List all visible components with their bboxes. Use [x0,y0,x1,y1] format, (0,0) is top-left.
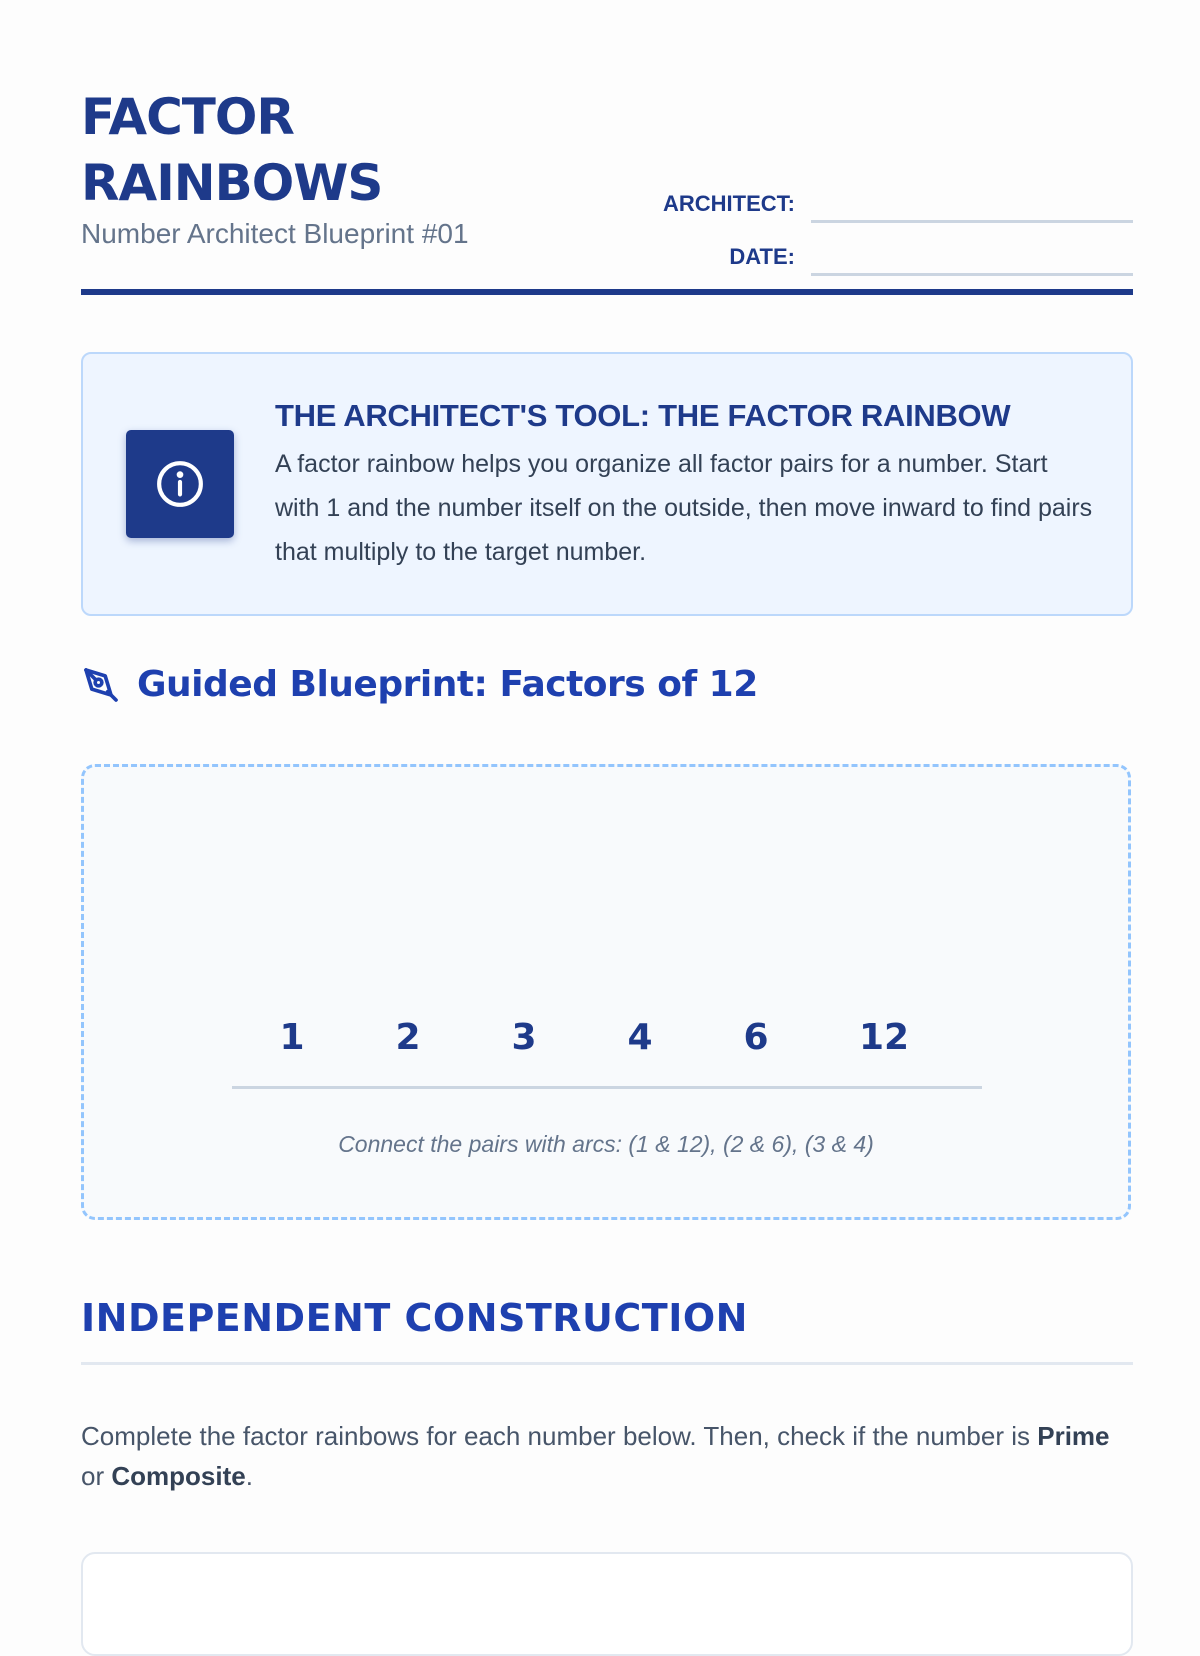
date-row [653,223,1133,276]
rainbow-workspace[interactable] [81,764,1131,1220]
instructions-text: Complete the factor rainbows for each number below. Then, check if the number is [81,1421,1038,1451]
independent-title: INDEPENDENT CONSTRUCTION [81,1296,748,1340]
problem-card [81,1552,1133,1656]
title-line-1: FACTOR [81,88,294,146]
architect-row [653,170,1133,223]
meta-fields [653,170,1133,276]
title-block [81,84,469,250]
page-subtitle: Number Architect Blueprint #01 [81,218,469,249]
date-label: DATE: [729,244,795,269]
independent-divider [81,1362,1133,1365]
factor-1: 1 [279,1017,305,1058]
date-field[interactable] [811,237,1133,276]
or-text: or [81,1461,112,1491]
factor-row [232,1017,980,1077]
factor-4: 4 [627,1017,653,1058]
composite-label: Composite [111,1461,246,1491]
factor-baseline [232,1086,982,1089]
pen-tool-icon [81,665,121,705]
period-text: . [245,1461,253,1491]
info-icon [126,430,234,538]
info-callout [81,352,1133,616]
guided-heading [81,664,758,705]
title-line-2: RAINBOWS [81,154,383,212]
independent-instructions [81,1416,1133,1496]
factor-3: 3 [511,1017,537,1058]
guided-title: Guided Blueprint: Factors of 12 [137,664,758,705]
factor-12: 12 [858,1017,910,1058]
info-body: A factor rainbow helps you organize all factor pairs for a number. Start with 1 and the number itself on the outside, then move inward to find pairs that multiply to the target number. [275,450,1093,566]
architect-label: ARCHITECT: [663,191,795,216]
info-text [275,396,1095,574]
rainbow-hint: Connect the pairs with arcs: (1 & 12), (2 & 6), (3 & 4) [338,1131,874,1157]
info-title: THE ARCHITECT'S TOOL: THE FACTOR RAINBOW [275,398,1011,433]
architect-field[interactable] [811,184,1133,223]
page-title [81,84,469,216]
header-divider [81,289,1133,295]
factor-2: 2 [395,1017,421,1058]
factor-6: 6 [743,1017,769,1058]
prime-label: Prime [1037,1421,1110,1451]
